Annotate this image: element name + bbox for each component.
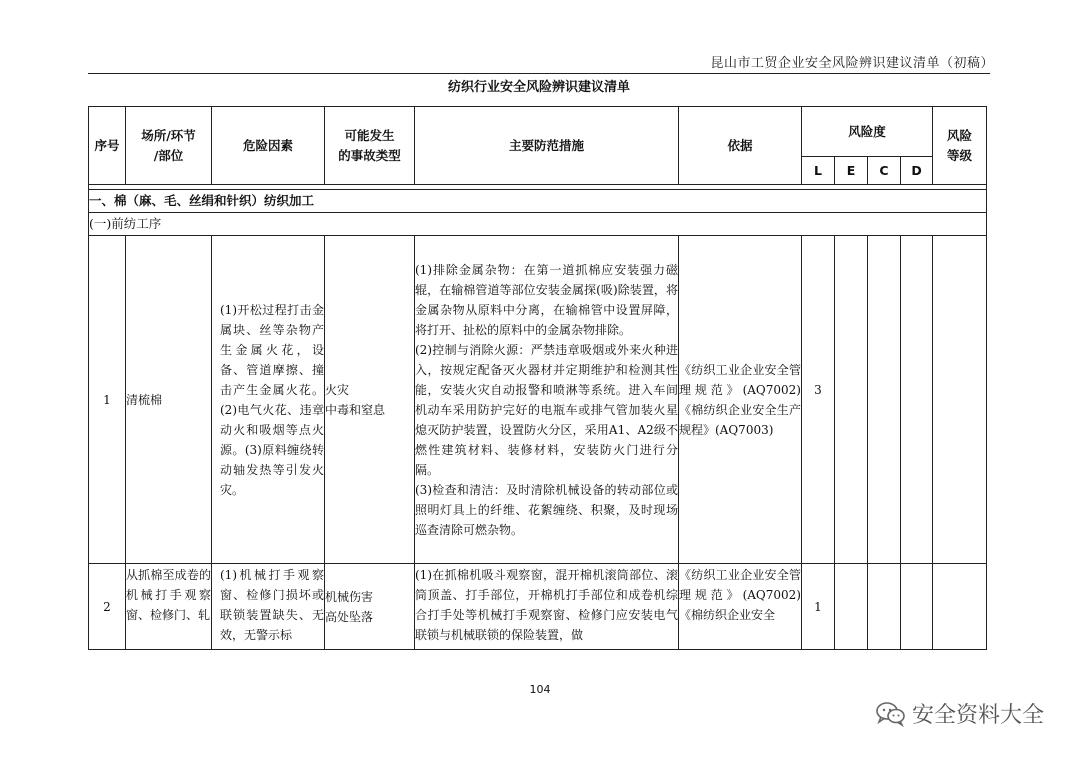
row-D [901,236,933,564]
col-risk-degree: 风险度 [802,107,933,157]
col-D: D [901,157,933,185]
measure-item: (1)排除金属杂物：在第一道抓棉应安装强力磁辊，在输棉管道等部位安装金属探(吸)除装置，将金属杂物从原料中分离，在输棉管中设置屏障，将打开、扯松的原料中的金属杂物排除。 [415,262,678,337]
row-hazard-text: (1)机械打手观察窗、检修门损坏或联锁装置缺失、无效，无警示标 [220,567,324,642]
col-hazard: 危险因素 [212,107,325,185]
row-location-text: 从抓棉至成卷的机械打手观察窗、检修门、轧 [126,567,211,622]
row-measures [415,564,679,650]
col-risk-level-line2: 等级 [947,147,973,163]
col-seq: 序号 [89,107,126,185]
col-measures: 主要防范措施 [415,107,679,185]
row-accident-line2: 高处坠落 [325,609,374,624]
row-basis [679,564,802,650]
measure-item: (1)在抓棉机吸斗观察窗，混开棉机滚筒部位、滚筒顶盖、打手部位，开棉机打手部位和成卷机综合打手处等机械打手观察窗、检修门应安装电气联锁与机械联锁的保险装置，做 [415,567,678,642]
row-C [868,564,901,650]
running-header: 昆山市工贸企业安全风险辨识建议清单（初稿） [710,56,994,71]
row-E [835,236,868,564]
row-seq: 1 [89,236,126,564]
col-accident-line1: 可能发生 [344,127,395,143]
measure-item: (2)控制与消除火源：严禁违章吸烟或外来火种进入，按规定配备灭火器材并定期维护和检测其性能，安装火灾自动报警和喷淋等系统。进入车间机动车采用防护完好的电瓶车或排气管加装火星熄灭防护装置，设置防火分区，采用A1、A2级不燃性建筑材料、装修材料，安装防火门进行分隔。 [415,342,678,477]
document-title: 纺织行业安全风险辨识建议清单 [447,80,630,95]
row-accident [325,236,415,564]
row-accident-line2: 中毒和窒息 [325,402,386,417]
row-E [835,564,868,650]
col-risk-level [933,107,987,185]
row-L: 3 [802,236,835,564]
row-location [126,564,212,650]
row-basis-text: 《纺织工业企业安全管理规范》(AQ7002)《棉纺织企业安全 [679,567,801,622]
risk-table [88,106,987,650]
section-heading: 一、棉（麻、毛、丝绢和针织）纺织加工 [89,190,987,213]
row-seq: 2 [89,564,126,650]
row-basis: 《纺织工业企业安全管理规范》(AQ7002)《棉纺织企业安全生产规程》(AQ7003) [679,236,802,564]
row-D [901,564,933,650]
row-L: 1 [802,564,835,650]
row-accident [325,564,415,650]
col-accident-line2: 的事故类型 [338,147,401,163]
row-level [933,236,987,564]
row-C [868,236,901,564]
col-basis: 依据 [679,107,802,185]
row-location: 清梳棉 [126,236,212,564]
watermark [876,698,1044,729]
col-location [126,107,212,185]
measure-item: (3)检查和清洁：及时清除机械设备的转动部位或照明灯具上的纤维、花絮缠绕、积聚，及时现场巡查清除可燃杂物。 [415,482,678,537]
row-accident-line1: 火灾 [325,382,350,397]
row-hazard [212,564,325,650]
chat-bubbles-icon [876,701,906,727]
col-location-line1: 场所/环节 [141,127,196,143]
col-E: E [835,157,868,185]
subsection-heading: (一)前纺工序 [89,213,987,236]
watermark-text: 安全资料大全 [911,703,1044,728]
header-rule [88,73,990,74]
row-measures [415,236,679,564]
row-accident-line1: 机械伤害 [325,589,374,604]
page-number: 104 [529,683,551,696]
col-risk-level-line1: 风险 [947,127,973,143]
table-row [89,236,987,564]
row-level [933,564,987,650]
col-L: L [802,157,835,185]
row-hazard: (1)开松过程打击金属块、丝等杂物产生金属火花，设备、管道摩擦、撞击产生金属火花。(2)电气火花、违章动火和吸烟等点火源。(3)原料缠绕转动轴发热等引发火灾。 [212,236,325,564]
table-row [89,564,987,650]
col-location-line2: /部位 [153,147,184,163]
col-accident [325,107,415,185]
col-C: C [868,157,901,185]
